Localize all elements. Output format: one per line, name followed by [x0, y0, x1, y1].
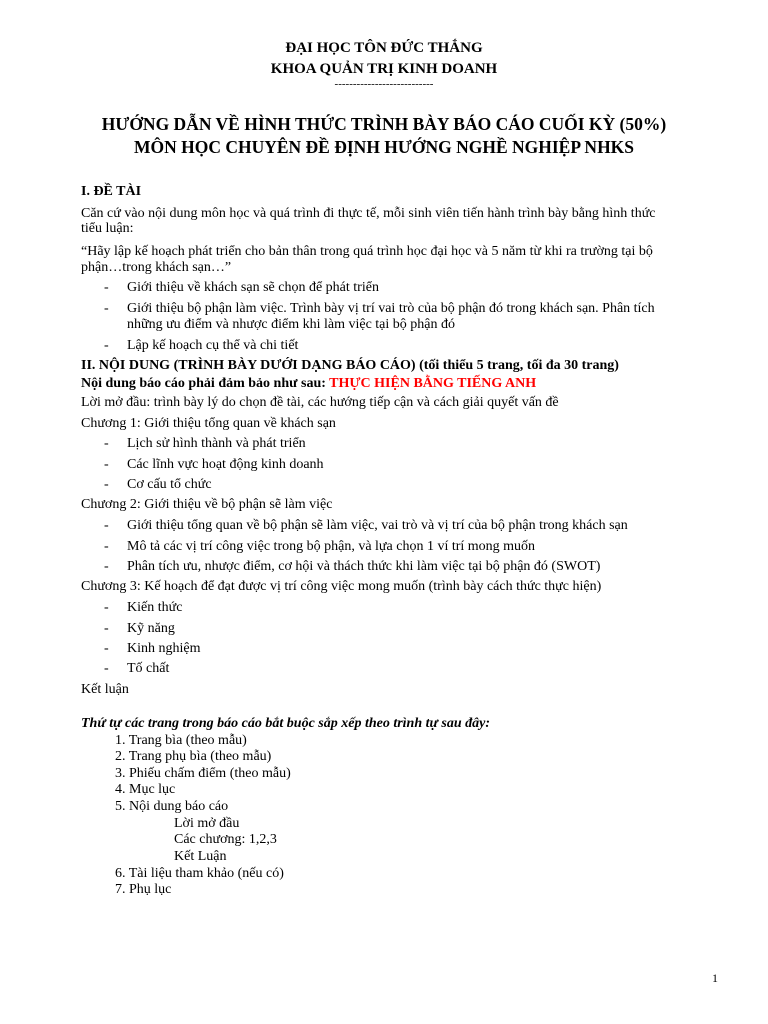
chapter3-item: Tố chất [127, 661, 170, 676]
section1-intro-line2: tiểu luận: [81, 221, 134, 236]
section1-heading: I. ĐỀ TÀI [81, 184, 142, 199]
chapter2-item: Giới thiệu tổng quan về bộ phận sẽ làm việc, vai trò và vị trí của bộ phận trong khách sạn [127, 518, 628, 533]
bullet-dash: - [104, 436, 109, 451]
chapter2-item: Mô tả các vị trí công việc trong bộ phận, và lựa chọn 1 ví trí mong muốn [127, 539, 536, 554]
section1-bullet: Giới thiệu về khách sạn sẽ chọn để phát triển [127, 280, 379, 295]
section2-heading-note: (tối thiểu 5 trang, tối đa 30 trang) [415, 358, 619, 373]
chapter3-item: Kỹ năng [127, 621, 175, 636]
chapter3-title: Chương 3: Kế hoạch để đạt được vị trí công việc mong muốn (trình bày cách thức thực hiện) [81, 579, 602, 594]
order-heading: Thứ tự các trang trong báo cáo bắt buộc sắp xếp theo trình tự sau đây: [81, 716, 491, 731]
chapter3-item: Kiến thức [127, 600, 183, 615]
section1-bullet-continuation: những ưu điểm và nhược điểm khi làm việc tại bộ phận đó [127, 317, 455, 332]
bullet-dash: - [104, 621, 109, 636]
order-item: 3. Phiếu chấm điểm (theo mẫu) [115, 766, 291, 781]
bullet-dash: - [104, 559, 109, 574]
bullet-dash: - [104, 518, 109, 533]
chapter1-item: Lịch sử hình thành và phát triển [127, 436, 306, 451]
section1-bullet: Lập kế hoạch cụ thể và chi tiết [127, 338, 299, 353]
order-item: 2. Trang phụ bìa (theo mẫu) [115, 749, 272, 764]
chapter1-item: Cơ cấu tổ chức [127, 477, 212, 492]
section2-heading [81, 357, 619, 374]
document-title-line2: MÔN HỌC CHUYÊN ĐỀ ĐỊNH HƯỚNG NGHỀ NGHIỆP NHKS [133, 137, 635, 157]
bullet-dash: - [104, 280, 109, 295]
section2-heading-main: II. NỘI DUNG (TRÌNH BÀY DƯỚI DẠNG BÁO CÁO) [81, 358, 416, 373]
document-title-line1: HƯỚNG DẪN VỀ HÌNH THỨC TRÌNH BÀY BÁO CÁO CUỐI KỲ (50%) [101, 114, 667, 134]
order-item: 5. Nội dung báo cáo [115, 799, 229, 814]
bullet-dash: - [104, 661, 109, 676]
requirement-red: THỰC HIỆN BẰNG TIẾNG ANH [329, 376, 537, 391]
section1-intro-line1: Căn cứ vào nội dung môn học và quá trình đi thực tế, mỗi sinh viên tiến hành trình bày bằng hình thức [81, 206, 656, 221]
bullet-dash: - [104, 301, 109, 316]
bullet-dash: - [104, 600, 109, 615]
university-name: ĐẠI HỌC TÔN ĐỨC THẮNG [285, 40, 483, 56]
bullet-dash: - [104, 457, 109, 472]
bullet-dash: - [104, 477, 109, 492]
chapter2-item: Phân tích ưu, nhược điểm, cơ hội và thách thức khi làm việc tại bộ phận đó (SWOT) [127, 559, 601, 574]
order-item: 4. Mục lục [115, 782, 176, 797]
page-number: 1 [712, 971, 718, 985]
bullet-dash: - [104, 641, 109, 656]
header-separator: --------------------------- [334, 78, 434, 90]
order-subitem: Các chương: 1,2,3 [174, 832, 277, 847]
section1-bullet: Giới thiệu bộ phận làm việc. Trình bày vị trí vai trò của bộ phận đó trong khách sạn. Phân tích [127, 301, 655, 316]
chapter3-item: Kinh nghiệm [127, 641, 201, 656]
order-item: 1. Trang bìa (theo mẫu) [115, 733, 247, 748]
bullet-dash: - [104, 539, 109, 554]
faculty-name: KHOA QUẢN TRỊ KINH DOANH [270, 61, 498, 77]
chapter1-title: Chương 1: Giới thiệu tổng quan về khách sạn [81, 416, 336, 431]
order-subitem: Kết Luận [174, 849, 227, 864]
order-subitem: Lời mở đầu [174, 816, 240, 831]
order-item: 7. Phụ lục [115, 882, 172, 897]
opening-line: Lời mở đầu: trình bày lý do chọn đề tài, các hướng tiếp cận và cách giải quyết vấn đề [81, 395, 559, 410]
order-item: 6. Tài liệu tham khảo (nếu có) [115, 866, 284, 881]
chapter2-title: Chương 2: Giới thiệu về bộ phận sẽ làm việc [81, 497, 333, 512]
requirement-line [81, 375, 536, 392]
section1-quote-line1: “Hãy lập kế hoạch phát triển cho bản thân trong quá trình học đại học và 5 năm từ khi ra trường tại bộ [81, 244, 653, 259]
conclusion-line: Kết luận [81, 682, 129, 697]
bullet-dash: - [104, 338, 109, 353]
requirement-label: Nội dung báo cáo phải đảm bảo như sau: [81, 376, 330, 391]
section1-quote-line2: phận…trong khách sạn…” [81, 260, 232, 275]
chapter1-item: Các lĩnh vực hoạt động kinh doanh [127, 457, 324, 472]
